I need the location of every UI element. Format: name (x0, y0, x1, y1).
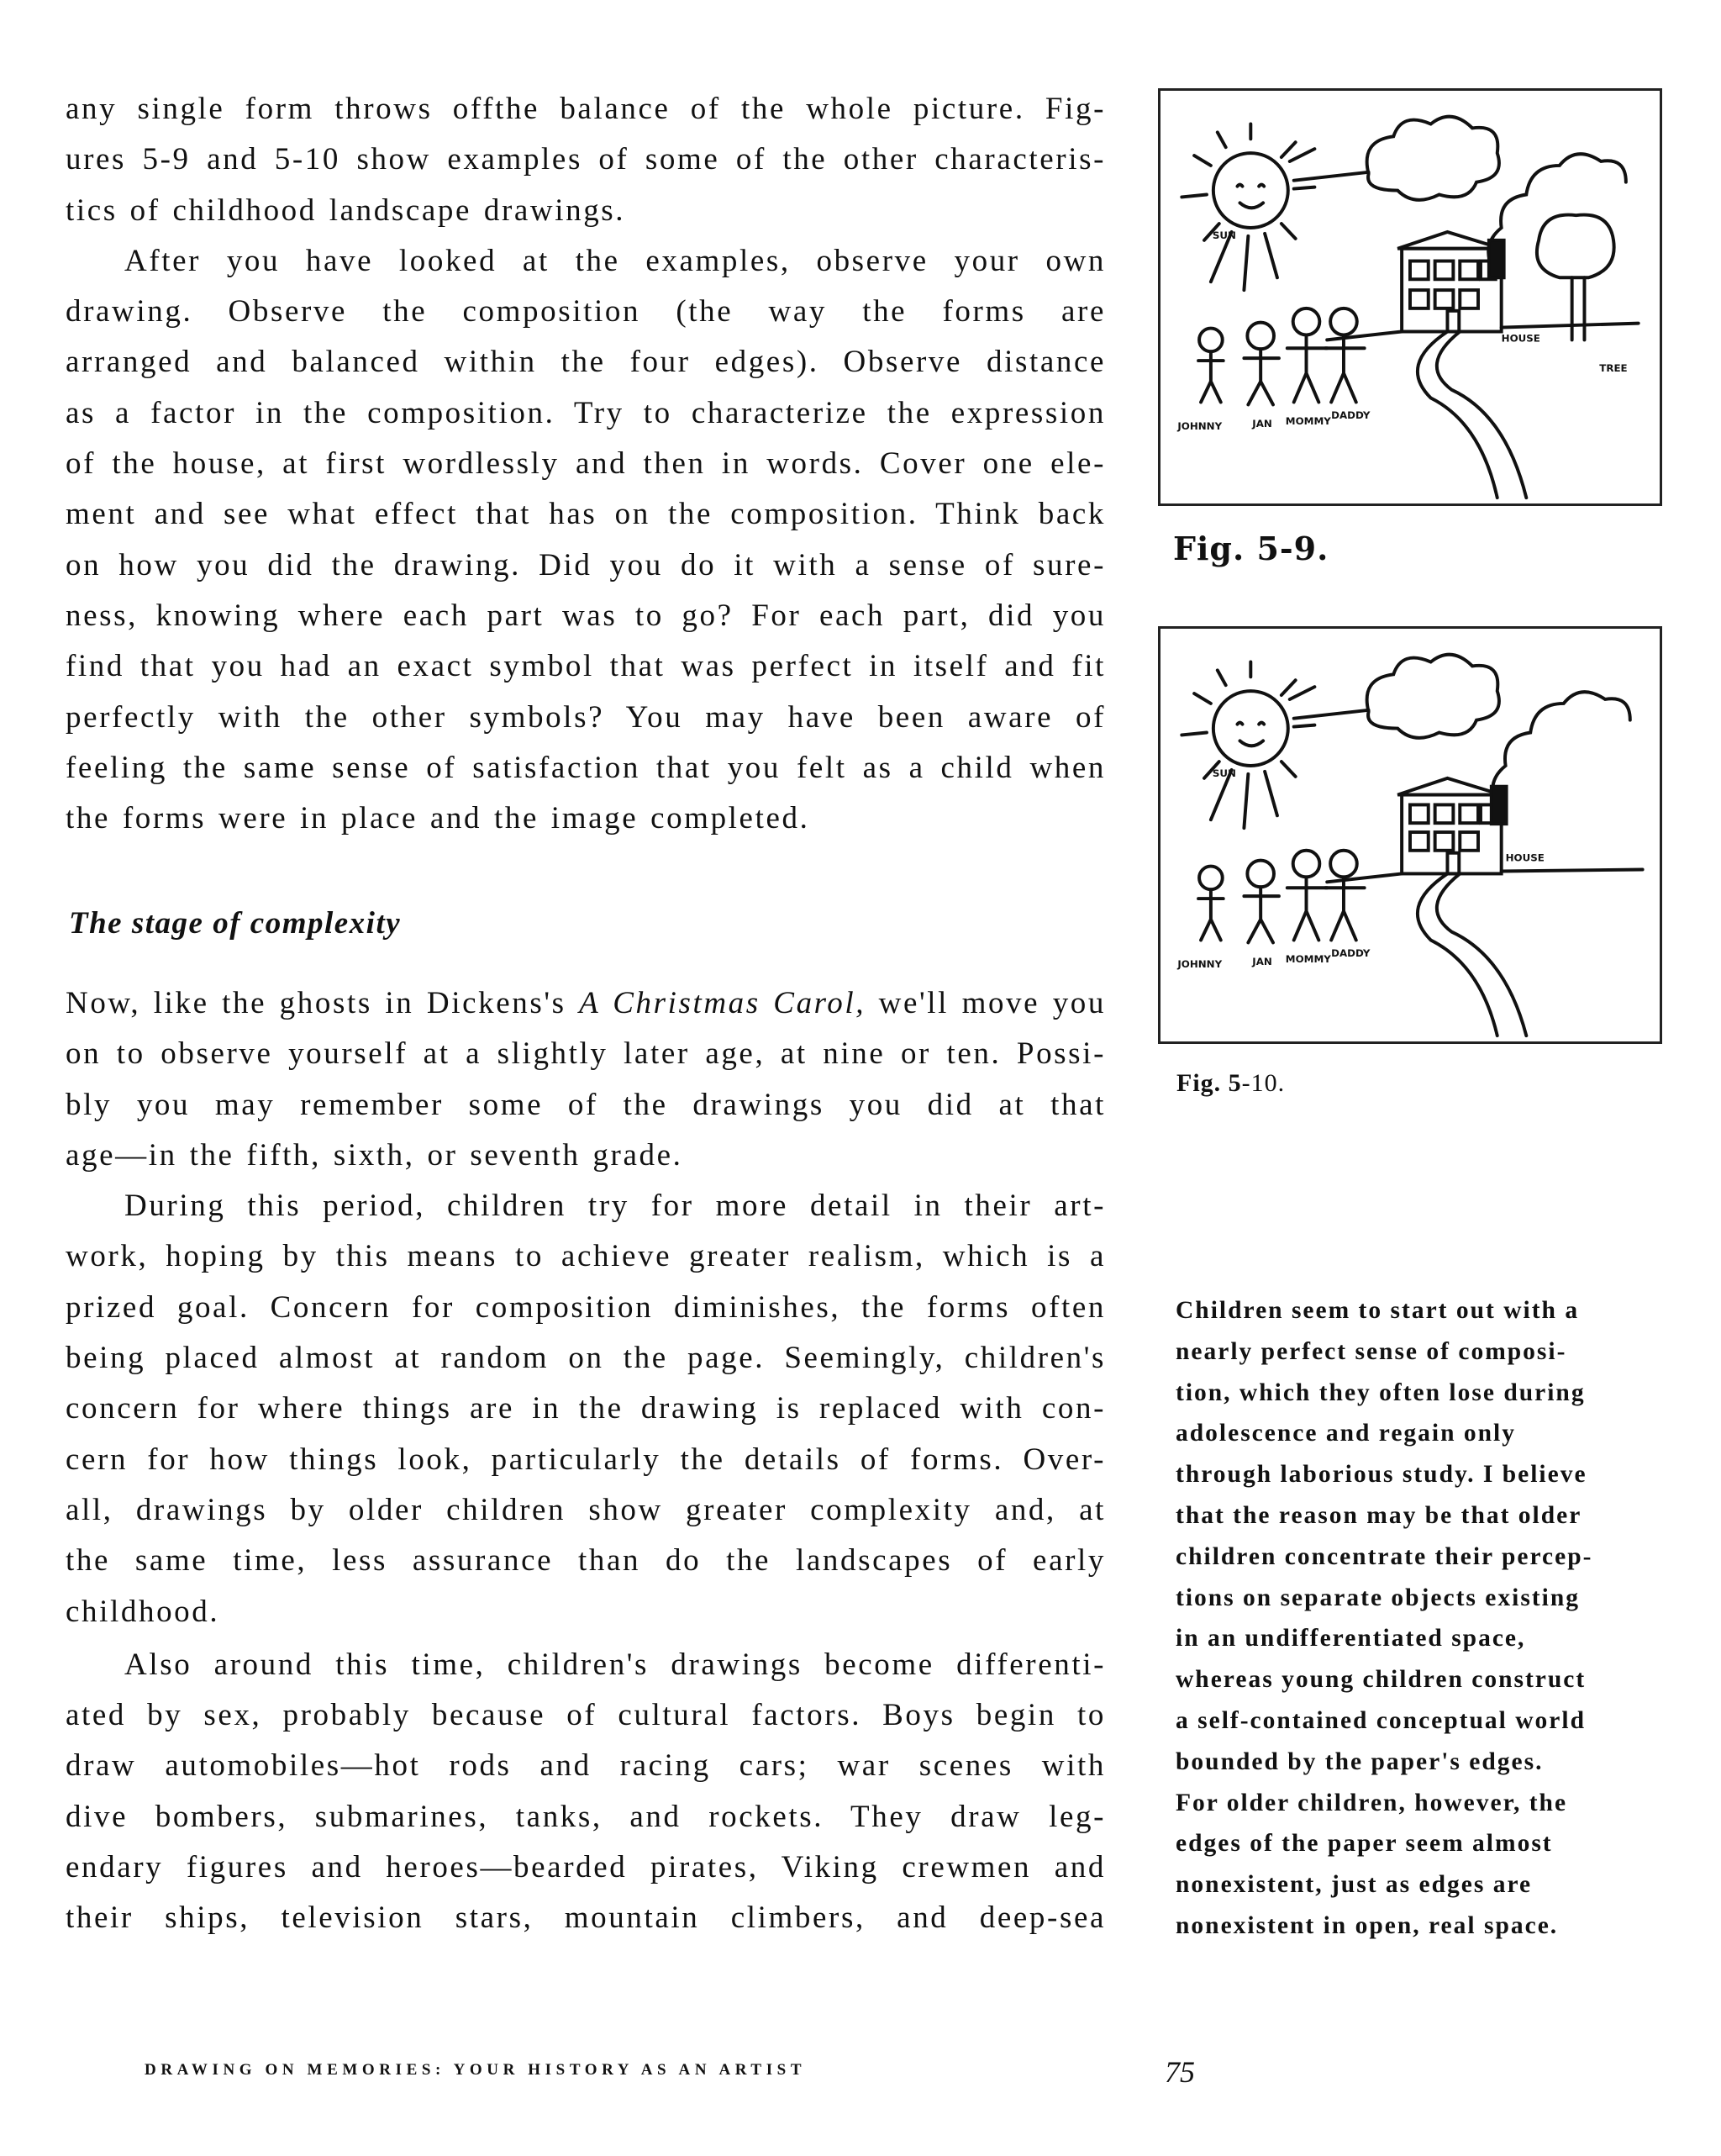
paragraph-4 (66, 1181, 1106, 1637)
note-line: nonexistent, just as edges are (1176, 1871, 1533, 1899)
label-jan: JAN (1252, 956, 1272, 968)
note-line: For older children, however, the (1176, 1789, 1568, 1816)
paragraph-3 (66, 978, 1106, 1181)
tree-crown (1537, 215, 1614, 278)
note-line: bounded by the paper's edges. (1176, 1747, 1544, 1775)
sun-shape (1213, 153, 1288, 228)
note-line: a self-contained conceptual world (1176, 1706, 1586, 1734)
child-landscape-drawing (1160, 629, 1660, 1041)
text-line: prized goal. Concern for composition diminishes, the forms often (66, 1289, 1106, 1325)
label-mommy: MOMMY (1285, 415, 1331, 428)
note-line: that the reason may be that older (1176, 1501, 1582, 1529)
text-line: feeling the same sense of satisfaction that you felt as a child when (66, 750, 1106, 785)
text-line: After you have looked at the examples, observe your own (124, 243, 1106, 278)
text-line: ment and see what effect that has on the composition. Think back (66, 497, 1106, 532)
text-line: concern for where things are in the drawing is replaced with con- (66, 1391, 1106, 1426)
text-fragment: we'll move you (866, 986, 1107, 1020)
text-line: arranged and balanced within the four edges). Observe distance (66, 345, 1106, 380)
text-line: all, drawings by older children show greater complexity and, at (66, 1492, 1106, 1527)
text-line: dive bombers, submarines, tanks, and rockets. They draw leg- (66, 1799, 1106, 1834)
cloud-shape (1367, 655, 1499, 738)
text-line: on how you did the drawing. Did you do it with a sense of sure- (66, 547, 1106, 582)
label-sun: SUN (1212, 229, 1236, 241)
text-line: as a factor in the composition. Try to characterize the expression (66, 395, 1106, 430)
section-heading: The stage of complexity (69, 906, 402, 941)
label-jan: JAN (1252, 418, 1272, 430)
figure-caption: Fig. 5-9. (1173, 530, 1329, 567)
caption-label: Fig. 5 (1176, 1069, 1242, 1097)
paragraph-5 (66, 1640, 1106, 1944)
main-text-column (66, 84, 1106, 844)
text-line: Also around this time, children's drawings become differenti- (124, 1647, 1106, 1682)
figure-5-10-drawing (1158, 626, 1662, 1044)
book-title: A Christmas Carol, (579, 986, 866, 1020)
text-line: drawing. Observe the composition (the way the forms are (66, 294, 1106, 329)
family-figures (1198, 308, 1365, 405)
winding-path (1418, 331, 1526, 498)
note-line: nearly perfect sense of composi- (1176, 1337, 1567, 1365)
text-line: of the house, at first wordlessly and then in words. Cover one ele- (66, 446, 1106, 482)
text-line: find that you had an exact symbol that was perfect in itself and fit (66, 649, 1106, 684)
note-line: edges of the paper seem almost (1176, 1830, 1553, 1858)
house-body (1402, 795, 1502, 874)
text-line: the same time, less assurance than do the landscapes of early (66, 1543, 1106, 1579)
text-line: work, hoping by this means to achieve greater realism, which is a (66, 1239, 1106, 1274)
text-line (66, 978, 1106, 1029)
text-line: ness, knowing where each part was to go? For each part, did you (66, 598, 1106, 633)
text-line: on to observe yourself at a slightly later age, at nine or ten. Possi- (66, 1036, 1106, 1072)
child-landscape-drawing (1160, 91, 1660, 503)
main-text-column-lower (66, 978, 1106, 1944)
note-line: children concentrate their percep- (1176, 1542, 1593, 1570)
paragraph-2 (66, 236, 1106, 845)
note-line: Children seem to start out with a (1176, 1297, 1580, 1324)
running-footer: DRAWING ON MEMORIES: YOUR HISTORY AS AN ARTIST (145, 2061, 807, 2079)
figure-5-9-drawing (1158, 88, 1662, 506)
figure-caption (1176, 1069, 1285, 1098)
label-johnny: JOHNNY (1177, 958, 1223, 971)
text-line: draw automobiles—hot rods and racing cars; war scenes with (66, 1748, 1106, 1784)
house-roof (1397, 778, 1501, 795)
text-line: cern for how things look, particularly the details of forms. Over- (66, 1442, 1106, 1477)
text-line: ures 5-9 and 5-10 show examples of some of the other characteris- (66, 142, 1106, 177)
text-line: perfectly with the other symbols? You may have been aware of (66, 699, 1106, 735)
note-line: tion, which they often lose during (1176, 1378, 1586, 1406)
label-house: HOUSE (1501, 332, 1540, 345)
note-line: through laborious study. I believe (1176, 1461, 1587, 1489)
note-line: in an undifferentiated space, (1176, 1625, 1526, 1653)
text-line: bly you may remember some of the drawings you did at that (66, 1087, 1106, 1122)
text-line: age—in the fifth, sixth, or seventh grade. (66, 1137, 683, 1173)
text-line: their ships, television stars, mountain climbers, and deep-sea (66, 1900, 1106, 1936)
label-johnny: JOHNNY (1177, 420, 1223, 433)
margin-note (1176, 1290, 1663, 1947)
label-tree: TREE (1599, 361, 1628, 374)
label-house: HOUSE (1505, 851, 1545, 864)
text-fragment: Now, like the ghosts in Dickens's (66, 986, 580, 1020)
text-line: tics of childhood landscape drawings. (66, 192, 626, 228)
label-mommy: MOMMY (1285, 953, 1331, 966)
label-sun: SUN (1212, 767, 1236, 779)
caption-number: -10. (1241, 1069, 1286, 1097)
text-line: endary figures and heroes—bearded pirates, Viking crewmen and (66, 1850, 1106, 1885)
cloud-shape (1367, 117, 1499, 200)
page-number: 75 (1165, 2055, 1195, 2089)
text-line: childhood. (66, 1594, 220, 1629)
text-line: the forms were in place and the image completed. (66, 801, 810, 836)
family-figures (1198, 851, 1365, 943)
label-daddy: DADDY (1331, 947, 1371, 960)
winding-path (1418, 873, 1526, 1036)
note-line: adolescence and regain only (1176, 1420, 1517, 1447)
note-line: whereas young children construct (1176, 1666, 1587, 1694)
house-roof (1397, 232, 1501, 249)
text-line: ated by sex, probably because of cultural factors. Boys begin to (66, 1698, 1106, 1733)
text-line: any single form throws offthe balance of the whole picture. Fig- (66, 92, 1106, 126)
note-line: tions on separate objects existing (1176, 1584, 1580, 1611)
sun-shape (1213, 691, 1288, 766)
text-line: being placed almost at random on the page. Seemingly, children's (66, 1341, 1106, 1376)
label-daddy: DADDY (1331, 409, 1371, 422)
paragraph-1 (66, 84, 1106, 236)
note-line: nonexistent in open, real space. (1176, 1911, 1559, 1939)
text-line: During this period, children try for more detail in their art- (124, 1189, 1106, 1224)
